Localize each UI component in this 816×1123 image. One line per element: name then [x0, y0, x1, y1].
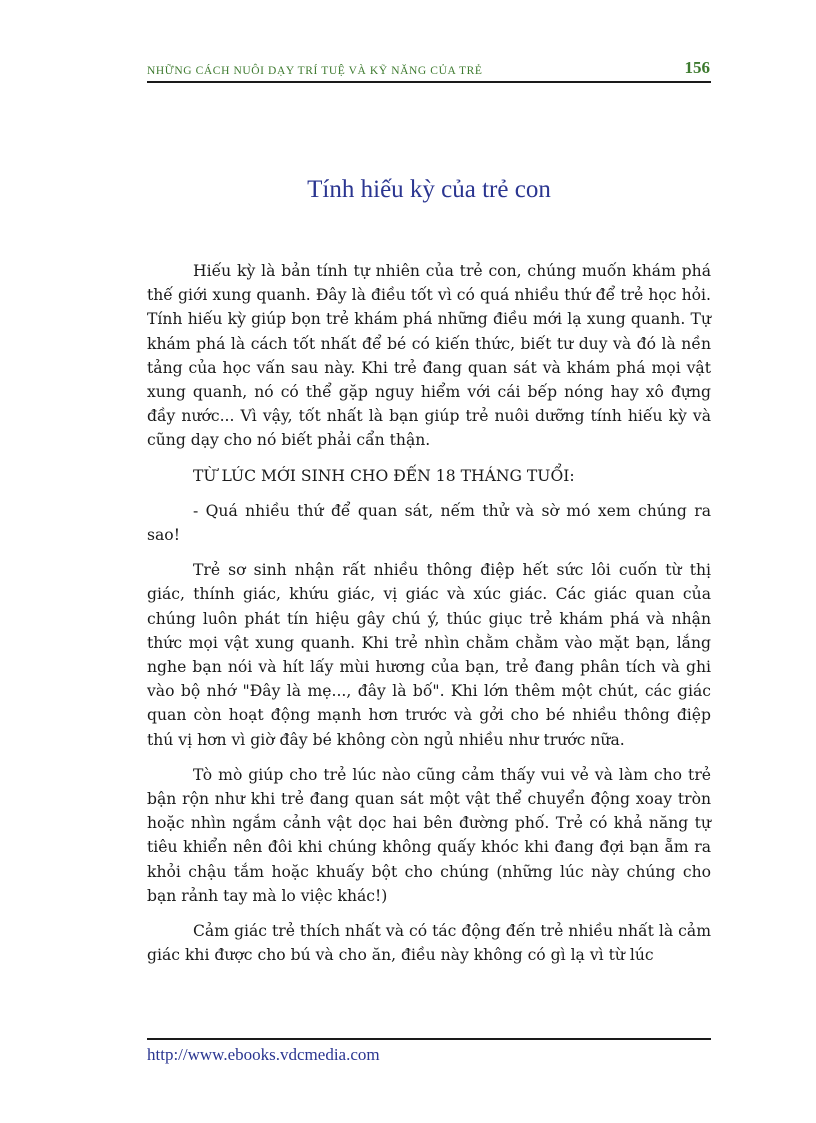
paragraph: Cảm giác trẻ thích nhất và có tác động đến trẻ nhiều nhất là cảm giác khi được cho bú và cho ăn, điều này không có gì lạ vì từ lúc — [147, 922, 711, 965]
paragraph: Hiếu kỳ là bản tính tự nhiên của trẻ con, chúng muốn khám phá thế giới xung quanh. Đây là điều tốt vì có quá nhiều thứ để trẻ học hỏi. Tính hiếu kỳ giúp bọn trẻ khám phá những điều mới lạ xung quanh. Tự khám phá là cách tốt nhất để bé có kiến thức, biết tư duy và đó là nền tảng của học vấn sau này. Khi trẻ đang quan sát và khám phá mọi vật xung quanh, nó có thể gặp nguy hiểm với cái bếp nóng hay xô đựng đầy nước... Vì vậy, tốt nhất là bạn giúp trẻ nuôi dưỡng tính hiếu kỳ và cũng dạy cho nó biết phải cẩn thận. — [147, 262, 711, 450]
footer-website-link[interactable]: http://www.ebooks.vdcmedia.com — [147, 1045, 380, 1064]
section-heading: TỪ LÚC MỚI SINH CHO ĐẾN 18 THÁNG TUỔI: — [193, 466, 575, 485]
paragraph: - Quá nhiều thứ để quan sát, nếm thử và sờ mó xem chúng ra sao! — [147, 501, 711, 545]
page-number: 156 — [684, 58, 710, 77]
paragraph: Tò mò giúp cho trẻ lúc nào cũng cảm thấy vui vẻ và làm cho trẻ bận rộn như khi trẻ đang quan sát một vật thể chuyển động xoay tròn hoặc nhìn ngắm cảnh vật dọc hai bên đường phố. Trẻ có khả năng tự tiêu khiển nên đôi khi chúng không quấy khóc khi đang đợi bạn ẵm ra khỏi chậu tắm hoặc khuấy bột cho chúng (những lúc này chúng cho bạn rảnh tay mà lo việc khác!) — [147, 765, 711, 905]
body-text — [147, 259, 711, 978]
chapter-title: Tính hiếu kỳ của trẻ con — [307, 176, 551, 203]
running-header-title: NHỮNG CÁCH NUÔI DẠY TRÍ TUỆ VÀ KỸ NĂNG CỦA TRẺ — [147, 65, 483, 77]
page-header — [147, 57, 711, 83]
footer-divider — [147, 1038, 711, 1040]
paragraph: Trẻ sơ sinh nhận rất nhiều thông điệp hết sức lôi cuốn từ thị giác, thính giác, khứu giác, vị giác và xúc giác. Các giác quan của chúng luôn phát tín hiệu gây chú ý, thúc giục trẻ khám phá và nhận thức mọi vật xung quanh. Khi trẻ nhìn chằm chằm vào mặt bạn, lắng nghe bạn nói và hít lấy mùi hương của bạn, trẻ đang phân tích và ghi vào bộ nhớ "Đây là mẹ..., đây là bố". Khi lớn thêm một chút, các giác quan còn hoạt động mạnh hơn trước và gởi cho bé nhiều thông điệp thú vị hơn vì giờ đây bé không còn ngủ nhiều như trước nữa. — [147, 561, 711, 749]
